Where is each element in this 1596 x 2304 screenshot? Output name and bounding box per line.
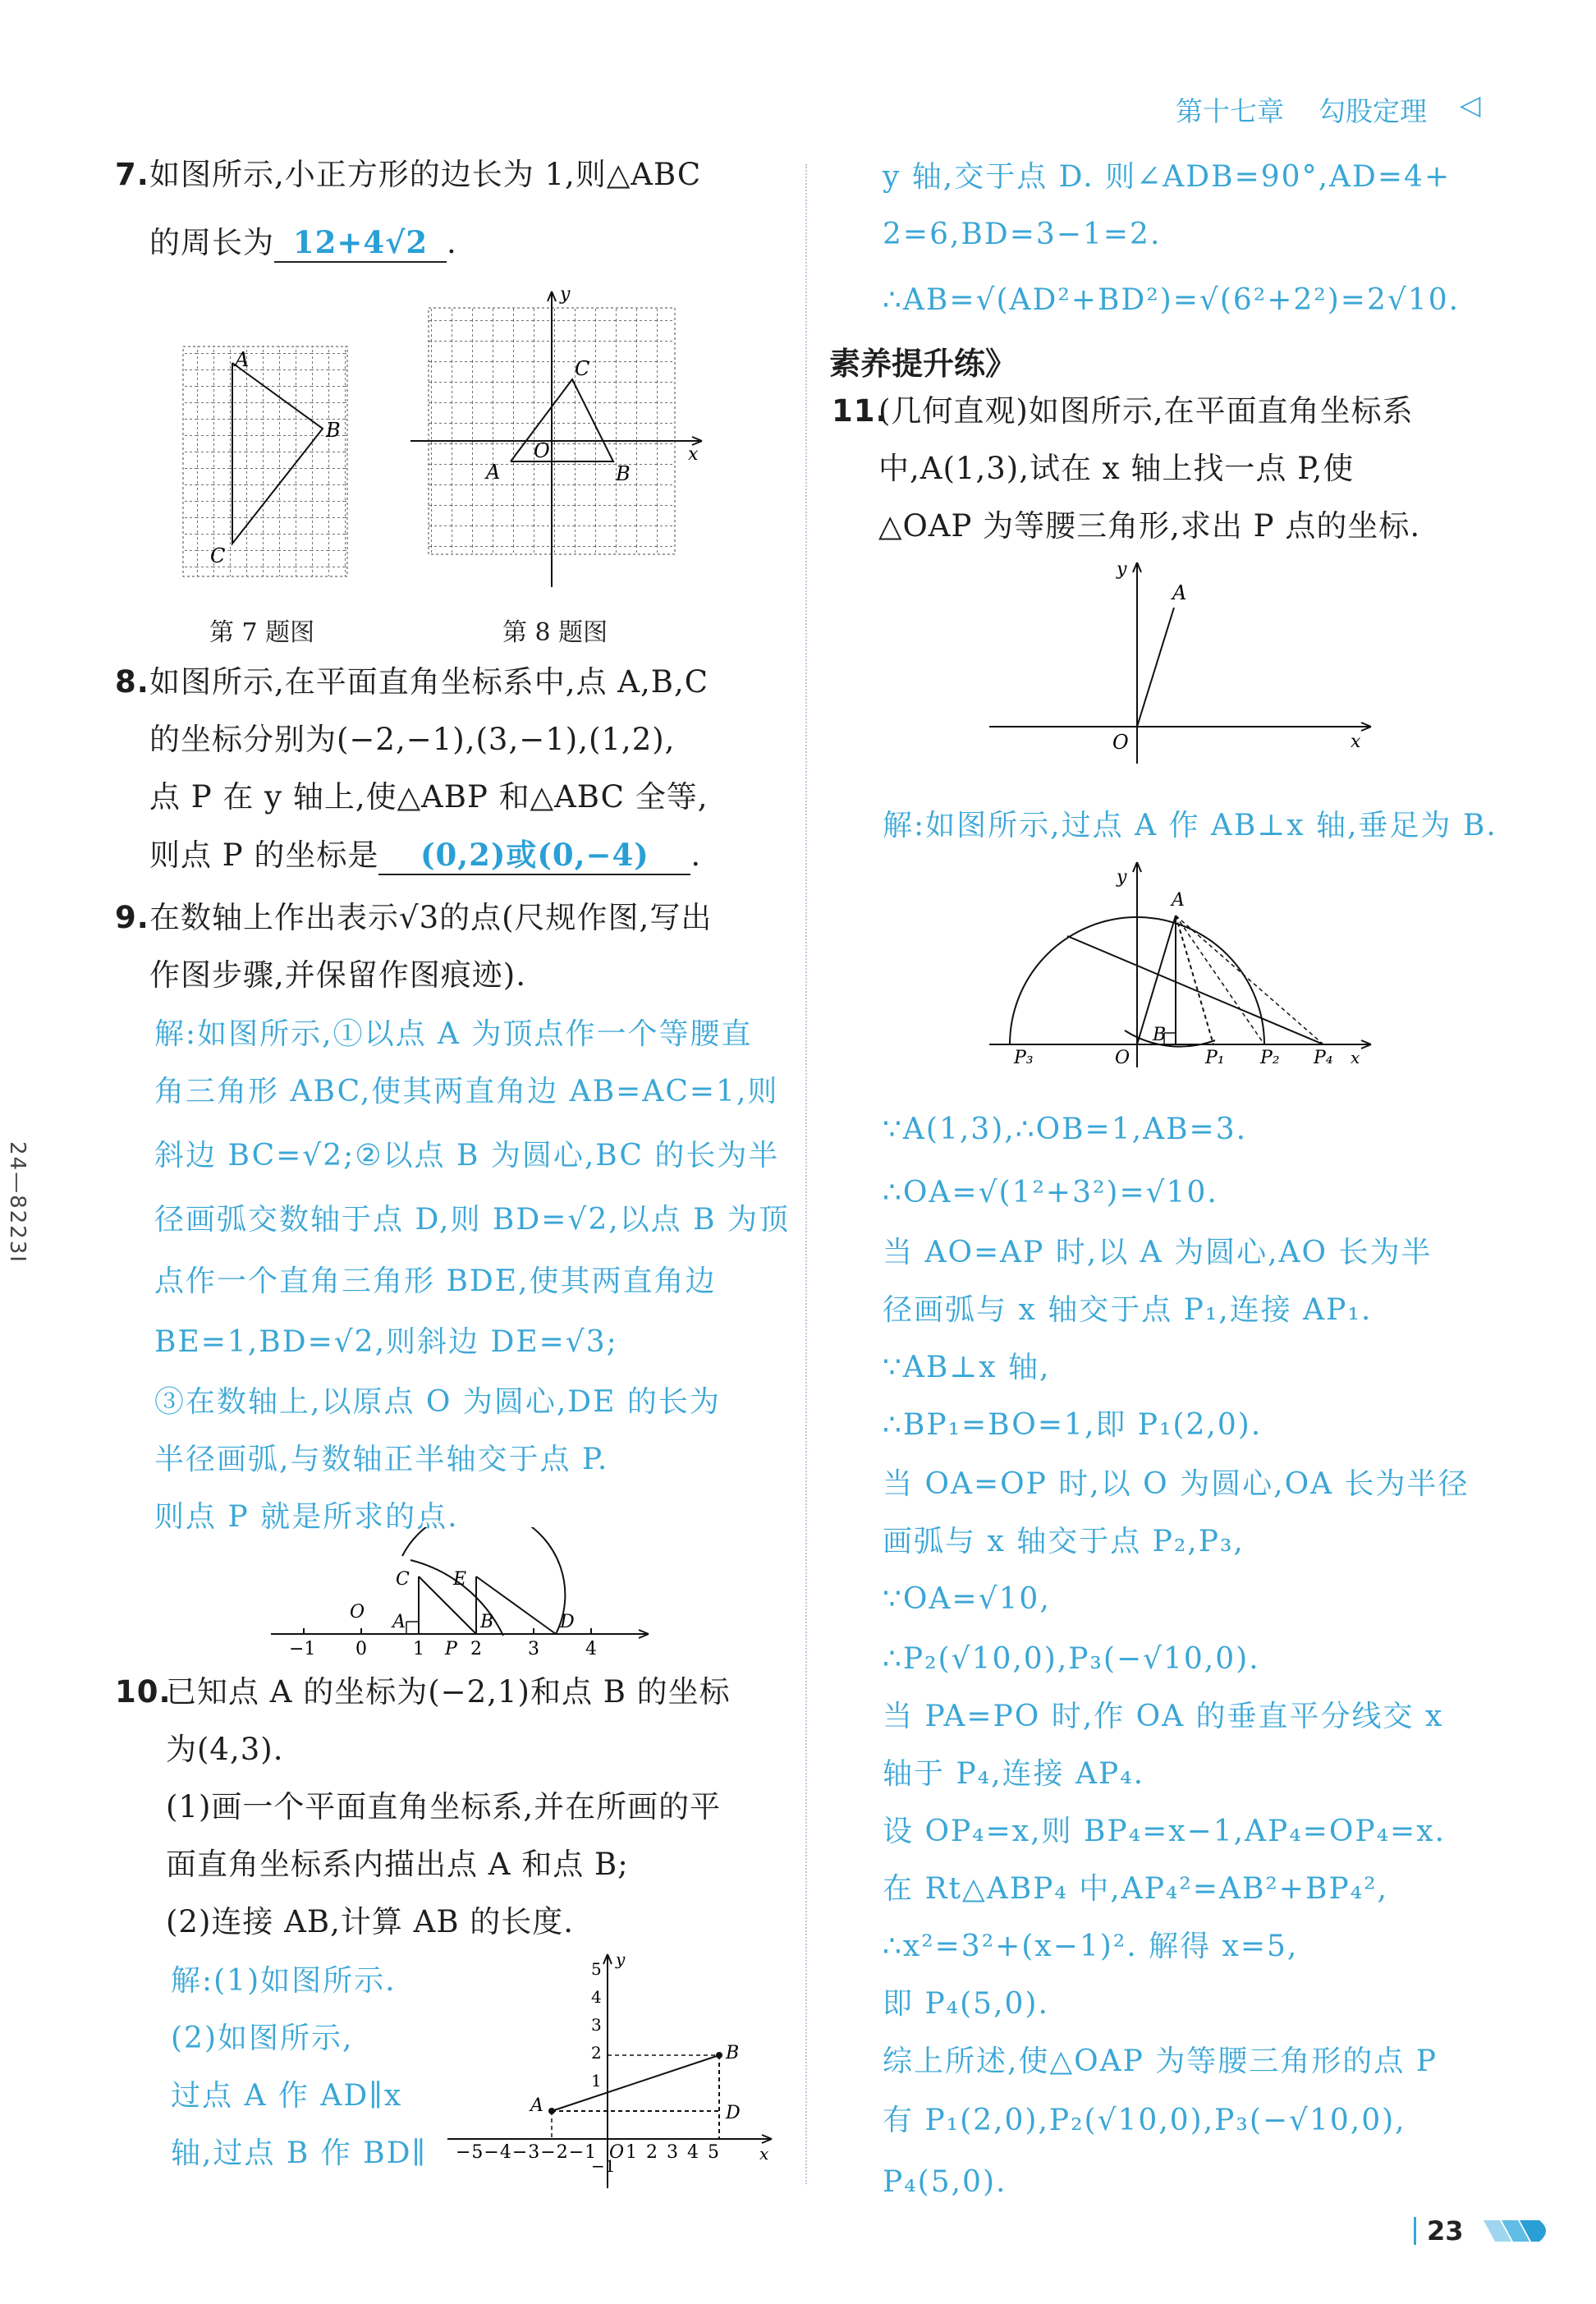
fig7-label-b: B [326, 419, 341, 442]
q11-sol-line: 画弧与 x 轴交于点 P₂,P₃, [883, 1525, 1245, 1558]
q11-sol-line: ∴OA=√(1²+3²)=√10. [883, 1176, 1218, 1209]
q8-line3: 点 P 在 y 轴上,使△ABP 和△ABC 全等, [149, 779, 709, 815]
fig8-label-b: B [616, 462, 631, 485]
q9-sol-line: 解:如图所示,①以点 A 为顶点作一个等腰直 [154, 1017, 753, 1051]
q10-sol-line: 轴,过点 B 作 BD∥ [171, 2136, 428, 2170]
q11-line3: △OAP 为等腰三角形,求出 P 点的坐标. [878, 508, 1421, 544]
chapter-title: 勾股定理 [1319, 95, 1427, 127]
chapter-mark-icon: ◁ [1460, 89, 1481, 121]
fig10-label-o: O [609, 2142, 625, 2163]
fig8-label-x: x [688, 444, 699, 465]
q10-sol-line: 过点 A 作 AD∥x [171, 2079, 403, 2113]
q11-sol-line: ∵A(1,3),∴OB=1,AB=3. [883, 1113, 1248, 1146]
q7-number: 7. [115, 157, 149, 192]
fig7-label-a: A [235, 348, 250, 371]
fig10-label-x: x [759, 2144, 769, 2164]
section-title: 素养提升练》 [829, 346, 1017, 382]
q11-sol-line: ∵OA=√10, [883, 1582, 1051, 1616]
fig11a-label-o: O [1112, 731, 1129, 754]
q10-number: 10. [115, 1674, 172, 1710]
side-code: 24—8223I [5, 1141, 30, 1264]
fig8-label-a: A [486, 461, 501, 484]
q11-sol-line: 在 Rt△ABP₄ 中,AP₄²=AB²+BP₄², [883, 1872, 1388, 1906]
q9-sol-line: 点作一个直角三角形 BDE,使其两直角边 [154, 1264, 717, 1298]
fig10-label-b: B [726, 2043, 740, 2063]
page-deco-icon [1482, 2217, 1556, 2245]
fig9-label-e: E [453, 1569, 467, 1590]
q10-sol-line: (2)如图所示, [171, 2022, 354, 2055]
fig11a-label-a: A [1172, 581, 1187, 604]
q10-cont-line: 2=6,BD=3−1=2. [883, 218, 1162, 251]
page-number-bar [1414, 2217, 1416, 2245]
q8-line1: 如图所示,在平面直角坐标系中,点 A,B,C [149, 664, 709, 700]
fig9-tick: 0 [355, 1639, 367, 1659]
fig11a-label-y: y [1117, 559, 1127, 580]
fig10-ytick: 5 [591, 1959, 602, 1979]
fig8-label-y: y [560, 284, 571, 305]
q10-cont-line: y 轴,交于点 D. 则∠ADB=90°,AD=4+ [883, 160, 1452, 194]
fig9-tick: 3 [528, 1639, 539, 1659]
fig9-label-o: O [350, 1602, 365, 1622]
q11-sol-line: ∵AB⊥x 轴, [883, 1351, 1051, 1384]
q11-line2: 中,A(1,3),试在 x 轴上找一点 P,使 [878, 451, 1355, 486]
figure-8 [410, 279, 714, 591]
fig7-label-c: C [210, 544, 226, 567]
fig10-ytick: 2 [591, 2043, 602, 2063]
q10-line4: 面直角坐标系内描出点 A 和点 B; [166, 1847, 629, 1882]
q11-number: 11. [832, 393, 888, 429]
fig10-label-y: y [616, 1950, 626, 1969]
q11-sol-intro: 解:如图所示,过点 A 作 AB⊥x 轴,垂足为 B. [883, 809, 1497, 842]
q10-line2: 为(4,3). [166, 1732, 284, 1767]
fig9-label-c: C [396, 1569, 410, 1590]
fig9-tick: 4 [585, 1639, 597, 1659]
q9-sol-line: 半径画弧,与数轴正半轴交于点 P. [154, 1443, 609, 1476]
fig11b-label-o: O [1115, 1048, 1130, 1068]
q9-sol-line: 斜边 BC=√2;②以点 B 为圆心,BC 的长为半 [154, 1139, 780, 1173]
q10-line1: 已知点 A 的坐标为(−2,1)和点 B 的坐标 [166, 1674, 731, 1710]
q11-sol-line: 轴于 P₄,连接 AP₄. [883, 1757, 1145, 1791]
q9-line1: 在数轴上作出表示√3的点(尺规作图,写出 [149, 900, 713, 935]
fig8-caption: 第 8 题图 [502, 618, 608, 647]
q11-sol-line: 当 OA=OP 时,以 O 为圆心,OA 长为半径 [883, 1467, 1470, 1501]
fig9-label-b: B [480, 1612, 494, 1632]
fig10-xticks-pos: 1 2 3 4 5 [626, 2142, 721, 2163]
q10-sol-line: 解:(1)如图所示. [171, 1964, 397, 1998]
fig11b-label-x: x [1351, 1048, 1360, 1067]
fig8-label-o: O [534, 439, 550, 462]
chapter-label: 第十七章 [1176, 95, 1284, 127]
q9-sol-line: BE=1,BD=√2,则斜边 DE=√3; [154, 1325, 618, 1359]
fig9-label-p: P [445, 1639, 457, 1659]
page-number: 23 [1427, 2215, 1464, 2247]
fig9-tick: −1 [289, 1639, 316, 1659]
q9-sol-line: 角三角形 ABC,使其两直角边 AB=AC=1,则 [154, 1075, 779, 1108]
q7-answer: 12+4√2 [274, 223, 447, 263]
fig9-label-d: D [560, 1612, 575, 1632]
q8-number: 8. [115, 664, 149, 700]
q8-line2: 的坐标分别为(−2,−1),(3,−1),(1,2), [149, 722, 676, 757]
fig11a-label-x: x [1351, 732, 1361, 752]
figure-10 [443, 1950, 776, 2196]
q9-line2: 作图步骤,并保留作图痕迹). [149, 957, 526, 993]
fig10-ytick: −1 [591, 2156, 616, 2176]
fig11b-label-b: B [1153, 1025, 1167, 1045]
q11-sol-line: 综上所述,使△OAP 为等腰三角形的点 P [883, 2045, 1438, 2078]
q11-sol-line: ∴x²=3²+(x−1)². 解得 x=5, [883, 1930, 1299, 1963]
q11-sol-line: 即 P₄(5,0). [883, 1987, 1049, 2021]
q10-cont-line: ∴AB=√(AD²+BD²)=√(6²+2²)=2√10. [883, 283, 1461, 317]
q9-sol-line: 径画弧交数轴于点 D,则 BD=√2,以点 B 为顶 [154, 1203, 791, 1237]
q9-sol-line: ③在数轴上,以原点 O 为圆心,DE 的长为 [154, 1385, 721, 1419]
q11-sol-line: 当 PA=PO 时,作 OA 的垂直平分线交 x [883, 1700, 1444, 1733]
q11-sol-line: 径画弧与 x 轴交于点 P₁,连接 AP₁. [883, 1293, 1373, 1327]
q8-answer: (0,2)或(0,−4) [378, 836, 690, 875]
fig9-label-a: A [392, 1612, 406, 1632]
fig11b-label-y: y [1117, 867, 1127, 888]
column-divider [805, 164, 807, 2184]
fig9-tick: 1 [413, 1639, 424, 1659]
q7-line1: 如图所示,小正方形的边长为 1,则△ABC [149, 157, 702, 192]
q8-line4 [149, 836, 701, 875]
q11-line1: (几何直观)如图所示,在平面直角坐标系 [878, 393, 1414, 429]
fig8-label-c: C [575, 357, 590, 380]
fig10-label-a: A [530, 2095, 543, 2116]
q10-line3: (1)画一个平面直角坐标系,并在所画的平 [166, 1789, 722, 1824]
q7-line2-post: . [447, 225, 457, 260]
fig10-label-d: D [726, 2103, 741, 2123]
q7-line2-pre: 的周长为 [149, 225, 274, 260]
q11-sol-line: 有 P₁(2,0),P₂(√10,0),P₃(−√10,0), [883, 2104, 1406, 2137]
q11-sol-line: ∴BP₁=BO=1,即 P₁(2,0). [883, 1408, 1263, 1442]
figure-7 [164, 337, 361, 591]
q10-line5: (2)连接 AB,计算 AB 的长度. [166, 1904, 575, 1939]
fig11b-label-p2: P₂ [1260, 1048, 1280, 1068]
q9-sol-line: 则点 P 就是所求的点. [154, 1500, 459, 1534]
q8-line4-pre: 则点 P 的坐标是 [149, 838, 379, 873]
fig11b-label-a: A [1172, 890, 1185, 911]
fig9-tick: 2 [470, 1639, 482, 1659]
fig11b-label-p4: P₄ [1314, 1048, 1333, 1068]
fig11b-label-p3: P₃ [1014, 1048, 1034, 1068]
q11-sol-line: 当 AO=AP 时,以 A 为圆心,AO 长为半 [883, 1236, 1433, 1269]
q8-line4-post: . [690, 838, 702, 873]
fig10-ytick: 3 [591, 2015, 602, 2035]
fig10-ytick: 1 [591, 2071, 602, 2091]
q11-sol-line: P₄(5,0). [883, 2165, 1007, 2199]
q11-sol-line: 设 OP₄=x,则 BP₄=x−1,AP₄=OP₄=x. [883, 1815, 1446, 1848]
fig11b-label-p1: P₁ [1205, 1048, 1225, 1068]
q9-number: 9. [115, 900, 149, 935]
fig10-ytick: 4 [591, 1987, 602, 2007]
fig10-xticks-neg: −5−4−3−2−1 [456, 2142, 598, 2163]
figure-11b [985, 858, 1379, 1072]
q7-line2 [149, 223, 457, 263]
fig7-caption: 第 7 题图 [209, 618, 315, 647]
figure-11a [985, 558, 1379, 772]
q11-sol-line: ∴P₂(√10,0),P₃(−√10,0). [883, 1642, 1260, 1676]
figure-9 [263, 1527, 657, 1667]
